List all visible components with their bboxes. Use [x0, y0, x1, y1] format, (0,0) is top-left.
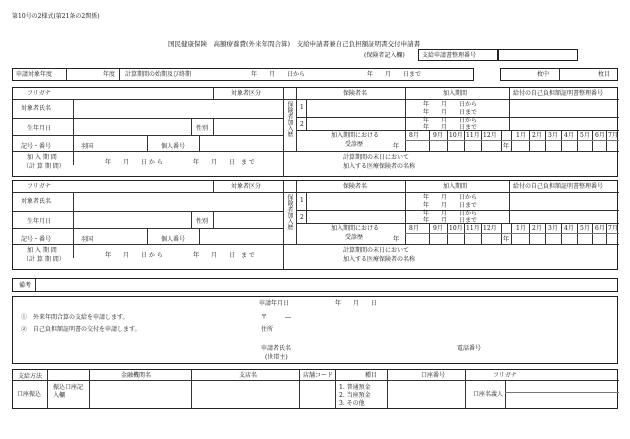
symbol-label-2: 記号・番号	[21, 236, 52, 243]
insurer-name-header-2: 保険者名	[343, 183, 368, 190]
month-8: 8月	[409, 132, 419, 139]
period-to: 年 月 日まで	[367, 71, 422, 78]
insurer-entry-label: (保険者記入欄)	[364, 52, 405, 59]
period-label: 計算期間の始期及び終期	[125, 71, 192, 78]
sheet-total: 枚中	[537, 71, 550, 78]
month-9: 9月	[433, 132, 443, 139]
month-11: 11月	[466, 132, 480, 139]
account-holder-label: 口座名義人	[473, 391, 504, 398]
applicant-name-label: 申請者氏名	[261, 345, 292, 352]
fiscal-year-row	[12, 68, 474, 81]
month-10: 10月	[449, 132, 463, 139]
symbol-label: 記号・番号	[21, 143, 52, 150]
month-5: 5月	[580, 132, 590, 139]
remarks-label: 備考	[19, 282, 32, 289]
end-insurer-label-2: 加入する医療保険者の名称	[343, 256, 416, 263]
row-num-1: 1	[300, 104, 304, 111]
year-b: 年	[503, 143, 510, 150]
from-line-2: 年 月 日から	[423, 117, 478, 124]
month-4b: 4月	[564, 225, 574, 232]
insurer-number-box[interactable]	[418, 49, 498, 61]
phone-label: 電話番号	[457, 345, 482, 352]
insurer-number-field[interactable]	[498, 49, 578, 61]
month-2: 2月	[532, 132, 542, 139]
furigana-label-2: フリガナ	[27, 183, 51, 190]
join-term-header: 加入期間	[443, 90, 468, 97]
consult-label-2: 受診歴	[345, 141, 364, 148]
calc-period-label: （計 算 期 間）	[23, 163, 65, 170]
address-label: 住所	[261, 326, 274, 333]
ins-history-label: 保険者加入歴	[286, 101, 293, 137]
period-to-ymd: 年 月 日 ま で	[193, 159, 255, 166]
furigana-label: フリガナ	[27, 90, 51, 97]
from-line-1b: 年 月 日から	[423, 194, 478, 201]
from-line-1: 年 月 日から	[423, 101, 478, 108]
household-head-label: (世帯主)	[265, 354, 288, 361]
type-header: 種目	[365, 372, 378, 379]
month-9b: 9月	[433, 225, 443, 232]
month-12: 12月	[483, 132, 497, 139]
to-line-2: 年 月 日まで	[423, 124, 478, 131]
to-line-2b: 年 月 日まで	[423, 217, 478, 224]
row-num-2b: 2	[300, 214, 304, 221]
nendo-label: 年度	[103, 71, 116, 78]
account-number-header: 口座番号	[421, 372, 446, 379]
ha-label-2: 羽国	[81, 236, 94, 243]
type-option-3: 3. その他	[339, 400, 365, 407]
kubun-label-2: 対象者区分	[231, 183, 262, 190]
fiscal-year-label: 申請対象年度	[16, 71, 53, 78]
person-block-2	[12, 180, 618, 270]
row-num-2: 2	[300, 121, 304, 128]
from-line-2b: 年 月 日から	[423, 210, 478, 217]
join-term-header-2: 加入期間	[443, 183, 468, 190]
month-5b: 5月	[580, 225, 590, 232]
form-title: 国民健康保険 高額療養費(外来年間合算) 支給申請書兼自己負担額証明書交付申請書	[168, 40, 421, 48]
month-11b: 11月	[466, 225, 480, 232]
personal-no-label-2: 個人番号	[161, 236, 186, 243]
join-period-label: 加 入 期 間	[27, 154, 57, 161]
personal-no-label: 個人番号	[161, 143, 186, 150]
branch-header: 支店名	[239, 372, 258, 379]
period-from-ymd-2: 年 月 日 か ら	[105, 252, 163, 259]
month-3: 3月	[548, 132, 558, 139]
dob-label: 生年月日	[27, 125, 52, 132]
year-a-2: 年	[393, 236, 400, 243]
apply-item-1: ① 外来年間合算の支給を申請します。	[21, 314, 129, 321]
consult-label-b: 加入期間における	[331, 225, 380, 232]
to-line-1: 年 月 日まで	[423, 109, 478, 116]
cert-no-header-2: 給付の自己負担額証明書整理番号	[513, 183, 604, 190]
month-4: 4月	[564, 132, 574, 139]
ins-history-label-2: 保険者加入歴	[286, 194, 293, 230]
join-period-label-2: 加 入 期 間	[27, 247, 57, 254]
insurer-number-label: 支給申請書整理番号	[422, 52, 477, 59]
month-2b: 2月	[532, 225, 542, 232]
apply-date-label: 申請年月日	[259, 300, 290, 307]
end-insurer-label: 加入する医療保険者の名称	[343, 163, 416, 170]
ha-label: 羽国	[81, 143, 94, 150]
month-10b: 10月	[449, 225, 463, 232]
month-6b: 6月	[595, 225, 605, 232]
sheet-count-box	[500, 68, 618, 81]
month-1: 1月	[516, 132, 526, 139]
period-to-ymd-2: 年 月 日 ま で	[193, 252, 255, 259]
period-from: 年 月 日から	[251, 71, 306, 78]
type-option-1: 1. 普通預金	[339, 384, 371, 391]
furigana-header: フリガナ	[493, 372, 517, 379]
payment-method-label: 支給方法	[18, 373, 43, 380]
bank-block	[12, 369, 618, 409]
shop-code-header: 店舗コード	[303, 372, 334, 379]
person-block-1	[12, 87, 618, 177]
application-block	[12, 296, 618, 364]
year-b-2: 年	[503, 236, 510, 243]
sex-label-2: 性別	[196, 218, 209, 225]
month-12b: 12月	[483, 225, 497, 232]
year-a: 年	[393, 143, 400, 150]
end-period-label: 計算期間の末日において	[343, 154, 410, 161]
kubun-label: 対象者区分	[231, 90, 262, 97]
consult-label-2b: 受診歴	[345, 234, 364, 241]
period-from-ymd: 年 月 日 か ら	[105, 159, 163, 166]
end-period-label-2: 計算期間の末日において	[343, 247, 410, 254]
remarks-row[interactable]	[12, 278, 618, 292]
apply-item-2: ② 自己負担額証明書の交付を申請します。	[21, 326, 141, 333]
cert-no-header: 給付の自己負担額証明書整理番号	[513, 90, 604, 97]
month-6: 6月	[595, 132, 605, 139]
consult-label: 加入期間における	[331, 132, 380, 139]
row-num-1b: 1	[300, 197, 304, 204]
account-fill-label: 振込口座記入欄	[53, 384, 84, 399]
month-1b: 1月	[516, 225, 526, 232]
postal-code: 〒 ―	[261, 314, 292, 321]
bank-name-header: 金融機関名	[121, 372, 152, 379]
insurer-name-header: 保険者名	[343, 90, 368, 97]
name-label: 対象者氏名	[21, 105, 52, 112]
to-line-1b: 年 月 日まで	[423, 202, 478, 209]
month-3b: 3月	[548, 225, 558, 232]
bank-transfer-label: 口座振込	[17, 391, 42, 398]
dob-label-2: 生年月日	[27, 218, 52, 225]
calc-period-label-2: （計 算 期 間）	[23, 256, 65, 263]
month-7: 7月	[608, 132, 618, 139]
month-8b: 8月	[409, 225, 419, 232]
month-7b: 7月	[608, 225, 618, 232]
apply-date-ymd: 年 月 日	[335, 300, 378, 307]
type-option-2: 2. 当座預金	[339, 392, 371, 399]
sheet-number: 枚目	[598, 71, 611, 78]
sex-label: 性別	[196, 125, 209, 132]
form-number: 第10号の2様式(第21条の2関係)	[12, 13, 100, 20]
name-label-2: 対象者氏名	[21, 198, 52, 205]
